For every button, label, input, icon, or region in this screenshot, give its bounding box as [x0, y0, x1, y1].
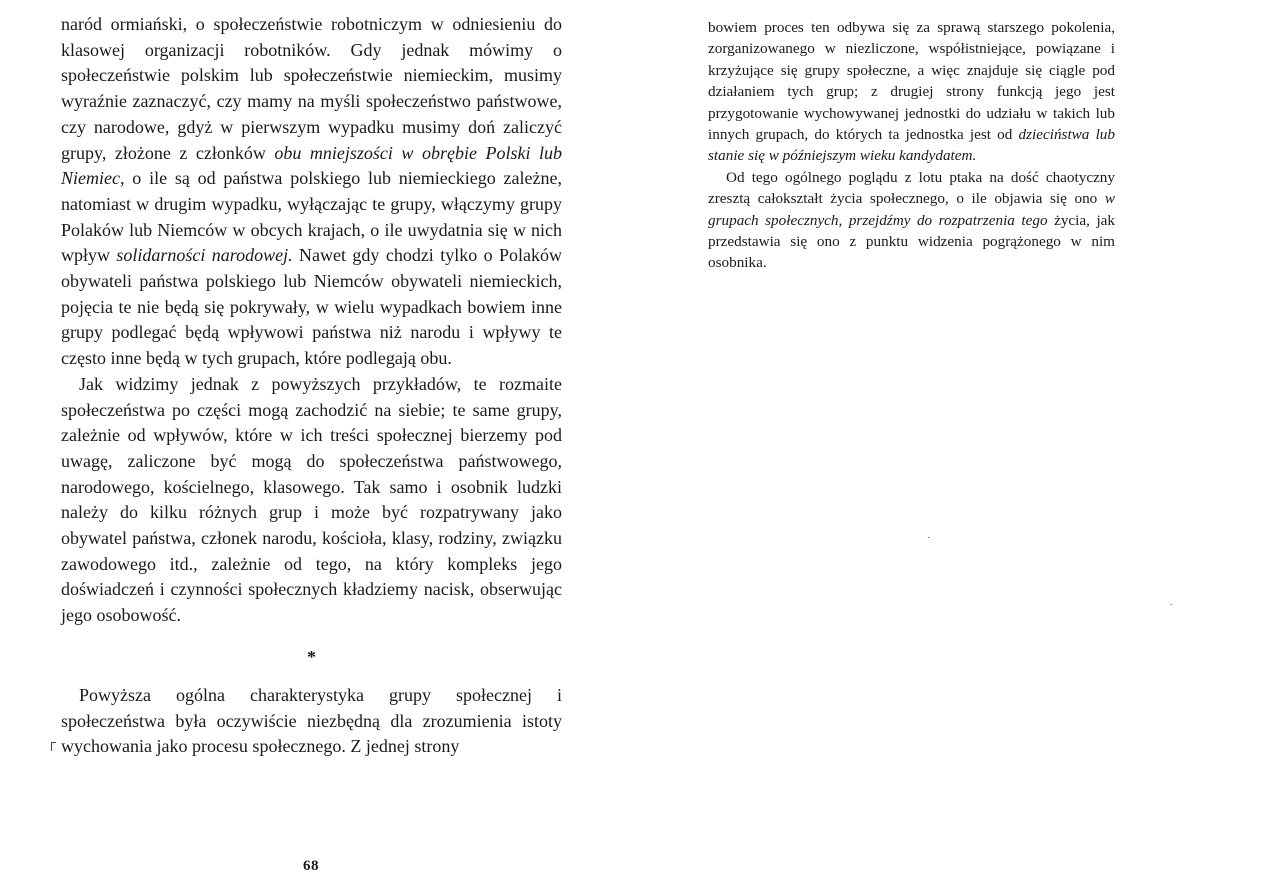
- right-p1-text-a: bowiem proces ten odbywa się za sprawą starszego pokolenia, zorganizowanego w niezliczone, współistniejące, powiązane i krzyżujące się grupy społeczne, a więc znajduje się ciągle pod działaniem tych grup; z drugiej strony funkcją jego jest przygotowanie wychowywanej jednostki do udziału w takich lub innych grupach, do których ta jednostka jest od: [708, 19, 1115, 144]
- separator-spacer: [61, 671, 562, 683]
- page-number: 68: [303, 858, 319, 874]
- left-p1-italic-a: obu mniejszości w obrębie Polski lub Niemiec,: [61, 142, 562, 189]
- right-paragraph-2: [708, 167, 1115, 274]
- left-p1-italic-b: solidarności narodowej.: [116, 245, 293, 266]
- right-p2-text-a: Od tego ogólnego poglądu z lotu ptaka na dość chaotyczny zresztą całokształt życia społecznego, o ile objawia się ono: [708, 168, 1115, 208]
- left-p1-text-a: naród ormiański, o społeczeństwie robotniczym w odniesieniu do klasowej organizacji robotników. Gdy jednak mówimy o społeczeństwie polskim lub społeczeństwie niemieckim, musimy wyraźnie zaznaczyć, czy mamy na myśli społeczeństwo państwowe, czy narodowe, gdyż w pierwszym wypadku musimy doń zaliczyć grupy, złożone z członków: [61, 14, 562, 163]
- margin-mark: [51, 742, 52, 751]
- section-separator: *: [307, 646, 316, 667]
- left-paragraph-1: [61, 12, 562, 372]
- scan-speck: [928, 537, 930, 538]
- right-p1-italic-a: dzieciństwa lub stanie się w późniejszym wieku kandydatem.: [708, 126, 1115, 165]
- left-page: [0, 0, 631, 893]
- left-text-column: [61, 12, 562, 760]
- scan-speck: [1170, 604, 1172, 605]
- left-p1-text-c: Nawet gdy chodzi tylko o Polaków obywateli państwa polskiego lub Niemców obywateli niemieckich, pojęcia te nie będą się pokrywały, w wielu wypadkach bowiem inne grupy podlegać będą wpływowi państwa niż narodu i wpływy te często inne będą w tych grupach, które podlegają obu.: [61, 245, 563, 369]
- right-paragraph-1: [708, 17, 1115, 167]
- left-p1-text-b: o ile są od państwa polskiego lub niemieckiego zależne, natomiast w drugim wypadku, wyłączając te grupy, włączymy grupy Polaków lub Niemców w obcych krajach, o ile uwydatnia się w nich wpływ: [61, 168, 562, 266]
- right-p2-italic-a: w grupach społecznych, przejdźmy do rozpatrzenia tego: [708, 190, 1115, 229]
- right-page: [631, 0, 1263, 893]
- right-text-column: [708, 17, 1115, 274]
- left-paragraph-3: Powyższa ogólna charakterystyka grupy społecznej i społeczeństwa była oczywiście niezbędną dla zrozumienia istoty wychowania jako procesu społecznego. Z jednej strony: [61, 684, 562, 757]
- left-paragraph-2: Jak widzimy jednak z powyższych przykładów, te rozmaite społeczeństwa po części mogą zachodzić na siebie; te same grupy, zależnie od wpływów, które w ich treści społecznej bierzemy pod uwagę, zaliczone być mogą do społeczeństwa państwowego, narodowego, kościelnego, klasowego. Tak samo i osobnik ludzki należy do kilku różnych grup i może być rozpatrywany jako obywatel państwa, członek narodu, kościoła, klasy, rodziny, związku zawodowego itd., zależnie od tego, na który kompleks jego doświadczeń i czynności społecznych kładziemy nacisk, obserwując jego osobowość.: [61, 373, 562, 626]
- right-p2-text-b: życia, jak przedstawia się ono z punktu widzenia pogrążonego w nim osobnika.: [708, 211, 1115, 272]
